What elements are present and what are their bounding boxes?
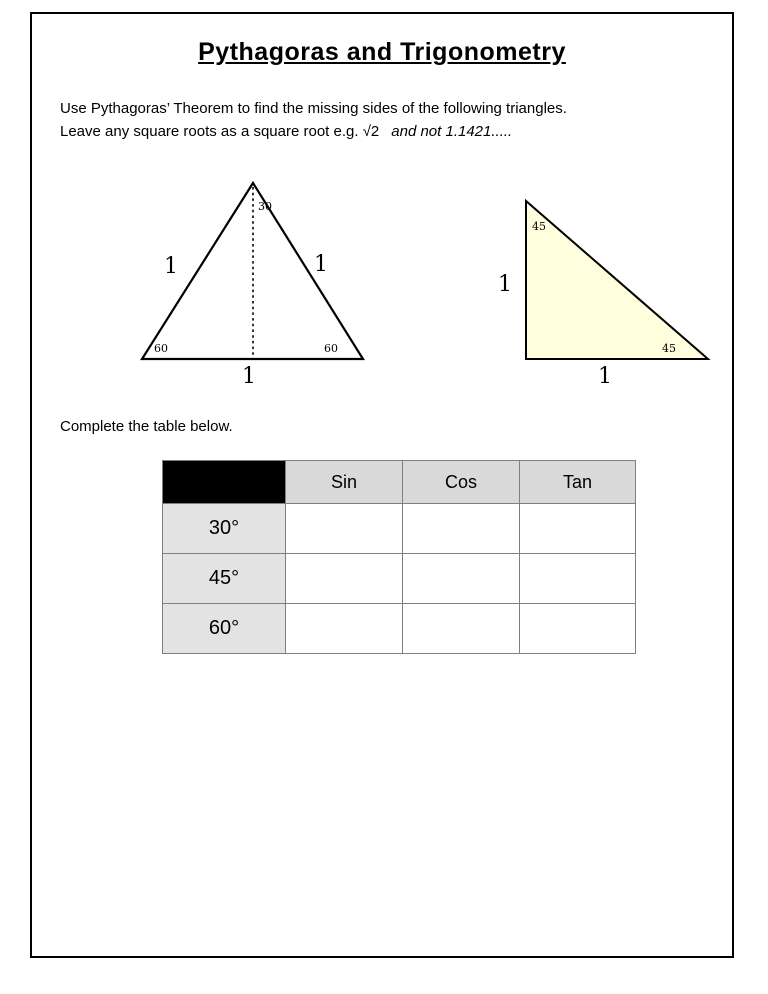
left-side-label: 1 <box>164 254 178 279</box>
right-side-label: 1 <box>314 252 328 277</box>
base-side-label: 1 <box>242 364 256 389</box>
answer-cell <box>520 604 636 654</box>
base-side-label: 1 <box>598 364 612 389</box>
answer-cell <box>286 604 403 654</box>
right-triangle-figure <box>482 172 722 402</box>
equilateral-triangle-svg <box>82 172 372 397</box>
left-base-angle-label: 60 <box>154 342 168 355</box>
answer-cell <box>403 604 520 654</box>
trig-values-table <box>162 460 636 654</box>
row-label-30: 30° <box>163 504 286 554</box>
instructions-line2: Leave any square roots as a square root e.g. √2 <box>60 122 380 140</box>
instructions <box>60 98 710 143</box>
answer-cell <box>520 554 636 604</box>
bottom-right-angle-label: 45 <box>662 342 676 355</box>
header-tan: Tan <box>520 461 636 504</box>
table-corner-cell <box>163 461 286 504</box>
table-row <box>163 604 636 654</box>
answer-cell <box>403 504 520 554</box>
table-header-row <box>163 461 636 504</box>
right-triangle-outline <box>526 201 708 359</box>
answer-cell <box>286 554 403 604</box>
right-base-angle-label: 60 <box>324 342 338 355</box>
answer-cell <box>403 554 520 604</box>
header-sin: Sin <box>286 461 403 504</box>
answer-cell <box>520 504 636 554</box>
header-cos: Cos <box>403 461 520 504</box>
right-triangle-svg <box>482 172 722 397</box>
top-angle-label: 45 <box>532 220 546 233</box>
table-row <box>163 504 636 554</box>
equilateral-triangle-figure <box>82 172 372 402</box>
left-side-label: 1 <box>498 272 512 297</box>
answer-cell <box>286 504 403 554</box>
row-label-45: 45° <box>163 554 286 604</box>
table-intro-text: Complete the table below. <box>60 418 233 435</box>
instructions-line1: Use Pythagoras’ Theorem to find the missing sides of the following triangles. <box>60 100 567 117</box>
page-border-frame <box>30 12 734 958</box>
row-label-60: 60° <box>163 604 286 654</box>
page-title: Pythagoras and Trigonometry <box>198 38 566 66</box>
apex-angle-label: 30 <box>258 200 272 213</box>
instructions-line2-italic: and not 1.1421..... <box>391 122 513 140</box>
table-row <box>163 554 636 604</box>
